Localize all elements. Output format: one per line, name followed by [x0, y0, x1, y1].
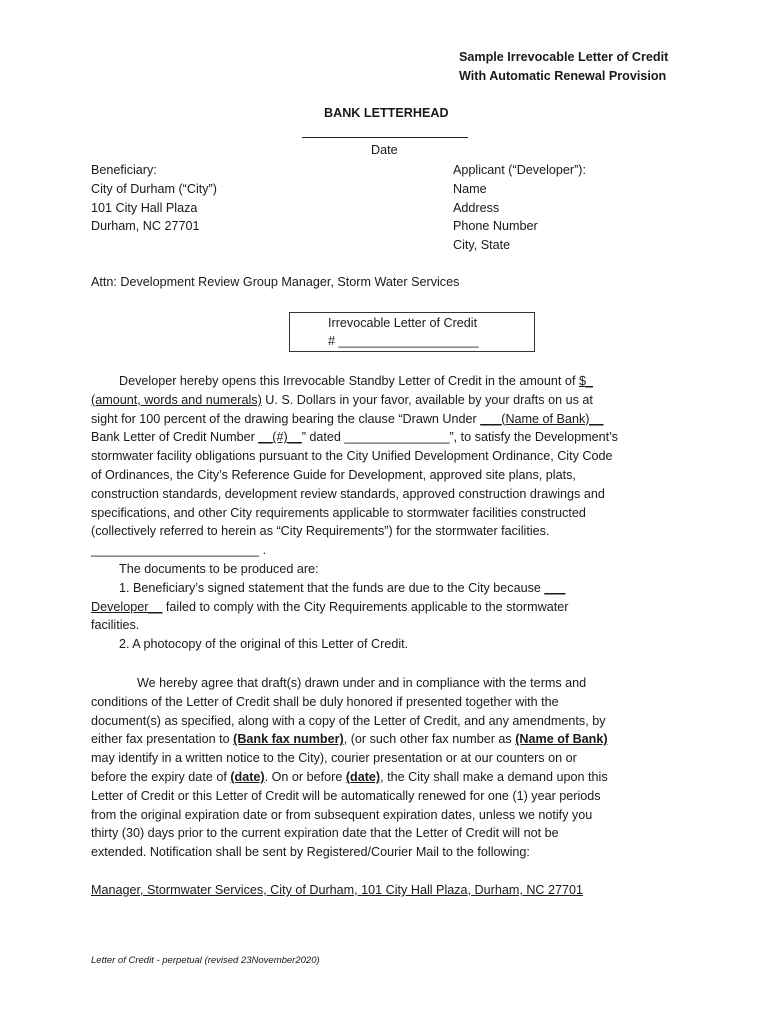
date-label: Date: [371, 143, 398, 157]
bank-name-placeholder: (Name of Bank): [515, 732, 608, 747]
para2-line: [91, 768, 691, 787]
bank-letterhead: BANK LETTERHEAD: [324, 106, 449, 120]
doc-blank: ___: [544, 580, 566, 595]
para1-text: ” dated _______________”, to satisfy the Development’s: [301, 430, 618, 445]
applicant-block: [453, 161, 586, 255]
para1-line: [91, 372, 691, 391]
para1-text: Bank Letter of Credit Number: [91, 430, 259, 445]
amount-placeholder: (amount, words and numerals): [91, 392, 262, 407]
loc-box-title: Irrevocable Letter of Credit: [328, 316, 478, 330]
document-title: [459, 48, 668, 86]
para2-text: . On or before: [264, 769, 346, 784]
para2-line: [91, 730, 691, 749]
para1-line: [91, 410, 691, 429]
para1-line: [91, 391, 691, 410]
loc-number-placeholder: __(#)__: [258, 430, 302, 445]
para2-line: extended. Notification shall be sent by Registered/Courier Mail to the following:: [91, 845, 530, 860]
bank-name-placeholder: ___(Name of Bank)__: [480, 411, 604, 426]
documents-section: [91, 560, 691, 654]
document-item-1-end: facilities.: [91, 618, 140, 633]
loc-box-number: # ____________________: [328, 334, 479, 348]
applicant-address: Address: [453, 200, 500, 215]
beneficiary-address-2: Durham, NC 27701: [91, 219, 200, 234]
amount-blank: $_: [578, 374, 593, 388]
document-item-1-cont: [91, 598, 691, 617]
beneficiary-block: [91, 161, 217, 236]
para2-line: conditions of the Letter of Credit shall be duly honored if presented together with the: [91, 694, 559, 709]
para1-line: (collectively referred to herein as “City Requirements”) for the stormwater facilities.: [91, 524, 550, 539]
developer-placeholder: Developer__: [91, 599, 163, 614]
para2-line: We hereby agree that draft(s) drawn under and in compliance with the terms and: [137, 676, 587, 690]
attention-line: Attn: Development Review Group Manager, Storm Water Services: [91, 275, 460, 289]
beneficiary-label: Beneficiary:: [91, 163, 157, 177]
beneficiary-address-1: 101 City Hall Plaza: [91, 200, 198, 215]
para2-line: Letter of Credit or this Letter of Credit will be automatically renewed for one (1) year periods: [91, 788, 601, 803]
para2-line: may identify in a written notice to the City), courier presentation or at our counters on or: [91, 751, 577, 766]
para1-line: specifications, and other City requirements applicable to stormwater facilities constructed: [91, 505, 586, 520]
documents-intro: The documents to be produced are:: [119, 562, 319, 576]
para1-line: stormwater facility obligations pursuant to the City Unified Development Ordinance, City Code: [91, 449, 613, 464]
expiry-date-placeholder: (date): [230, 769, 265, 784]
para2-line: document(s) as specified, along with a copy of the Letter of Credit, and any amendments, by: [91, 713, 606, 728]
title-line-2: With Automatic Renewal Provision: [459, 69, 667, 83]
title-line-1: Sample Irrevocable Letter of Credit: [459, 50, 669, 64]
mailing-address: Manager, Stormwater Services, City of Durham, 101 City Hall Plaza, Durham, NC 27701: [91, 883, 584, 897]
doc-item-text: 1. Beneficiary’s signed statement that the funds are due to the City because: [119, 580, 545, 595]
para2-line: thirty (30) days prior to the current expiration date that the Letter of Credit will not be: [91, 826, 559, 841]
para2-text: either fax presentation to: [91, 732, 234, 747]
document-item-2: 2. A photocopy of the original of this Letter of Credit.: [119, 637, 409, 652]
page-footer: Letter of Credit - perpetual (revised 23November2020): [91, 955, 320, 966]
para1-text: Developer hereby opens this Irrevocable Standby Letter of Credit in the amount of: [119, 374, 579, 388]
doc-item-text: failed to comply with the City Requirements applicable to the stormwater: [162, 599, 569, 614]
para1-line: ________________________ .: [91, 543, 267, 558]
opening-paragraph: [91, 372, 691, 560]
para2-text: before the expiry date of: [91, 769, 231, 784]
bank-fax-placeholder: (Bank fax number): [233, 732, 344, 747]
para1-line: of Ordinances, the City’s Reference Guide for Development, approved site plans, plats,: [91, 467, 576, 482]
para2-text: , the City shall make a demand upon this: [380, 769, 608, 784]
para1-text: U. S. Dollars in your favor, available by your drafts on us at: [261, 392, 593, 407]
letter-of-credit-number-box: [289, 312, 535, 352]
para2-line: from the original expiration date or from subsequent expiration dates, unless we notify you: [91, 807, 593, 822]
applicant-phone: Phone Number: [453, 219, 538, 234]
para1-line: [91, 428, 691, 447]
applicant-name: Name: [453, 181, 487, 196]
applicant-city-state: City, State: [453, 238, 511, 253]
date-signature-line: [302, 137, 468, 138]
demand-date-placeholder: (date): [345, 769, 381, 784]
para1-line: construction standards, development review standards, approved construction drawings and: [91, 486, 605, 501]
para2-text: , (or such other fax number as: [343, 732, 516, 747]
beneficiary-name: City of Durham (“City”): [91, 181, 217, 196]
document-item-1: [91, 579, 691, 598]
para1-text: sight for 100 percent of the drawing bearing the clause “Drawn Under: [91, 411, 481, 426]
applicant-label: Applicant (“Developer”):: [453, 163, 586, 177]
terms-paragraph: [91, 674, 691, 862]
